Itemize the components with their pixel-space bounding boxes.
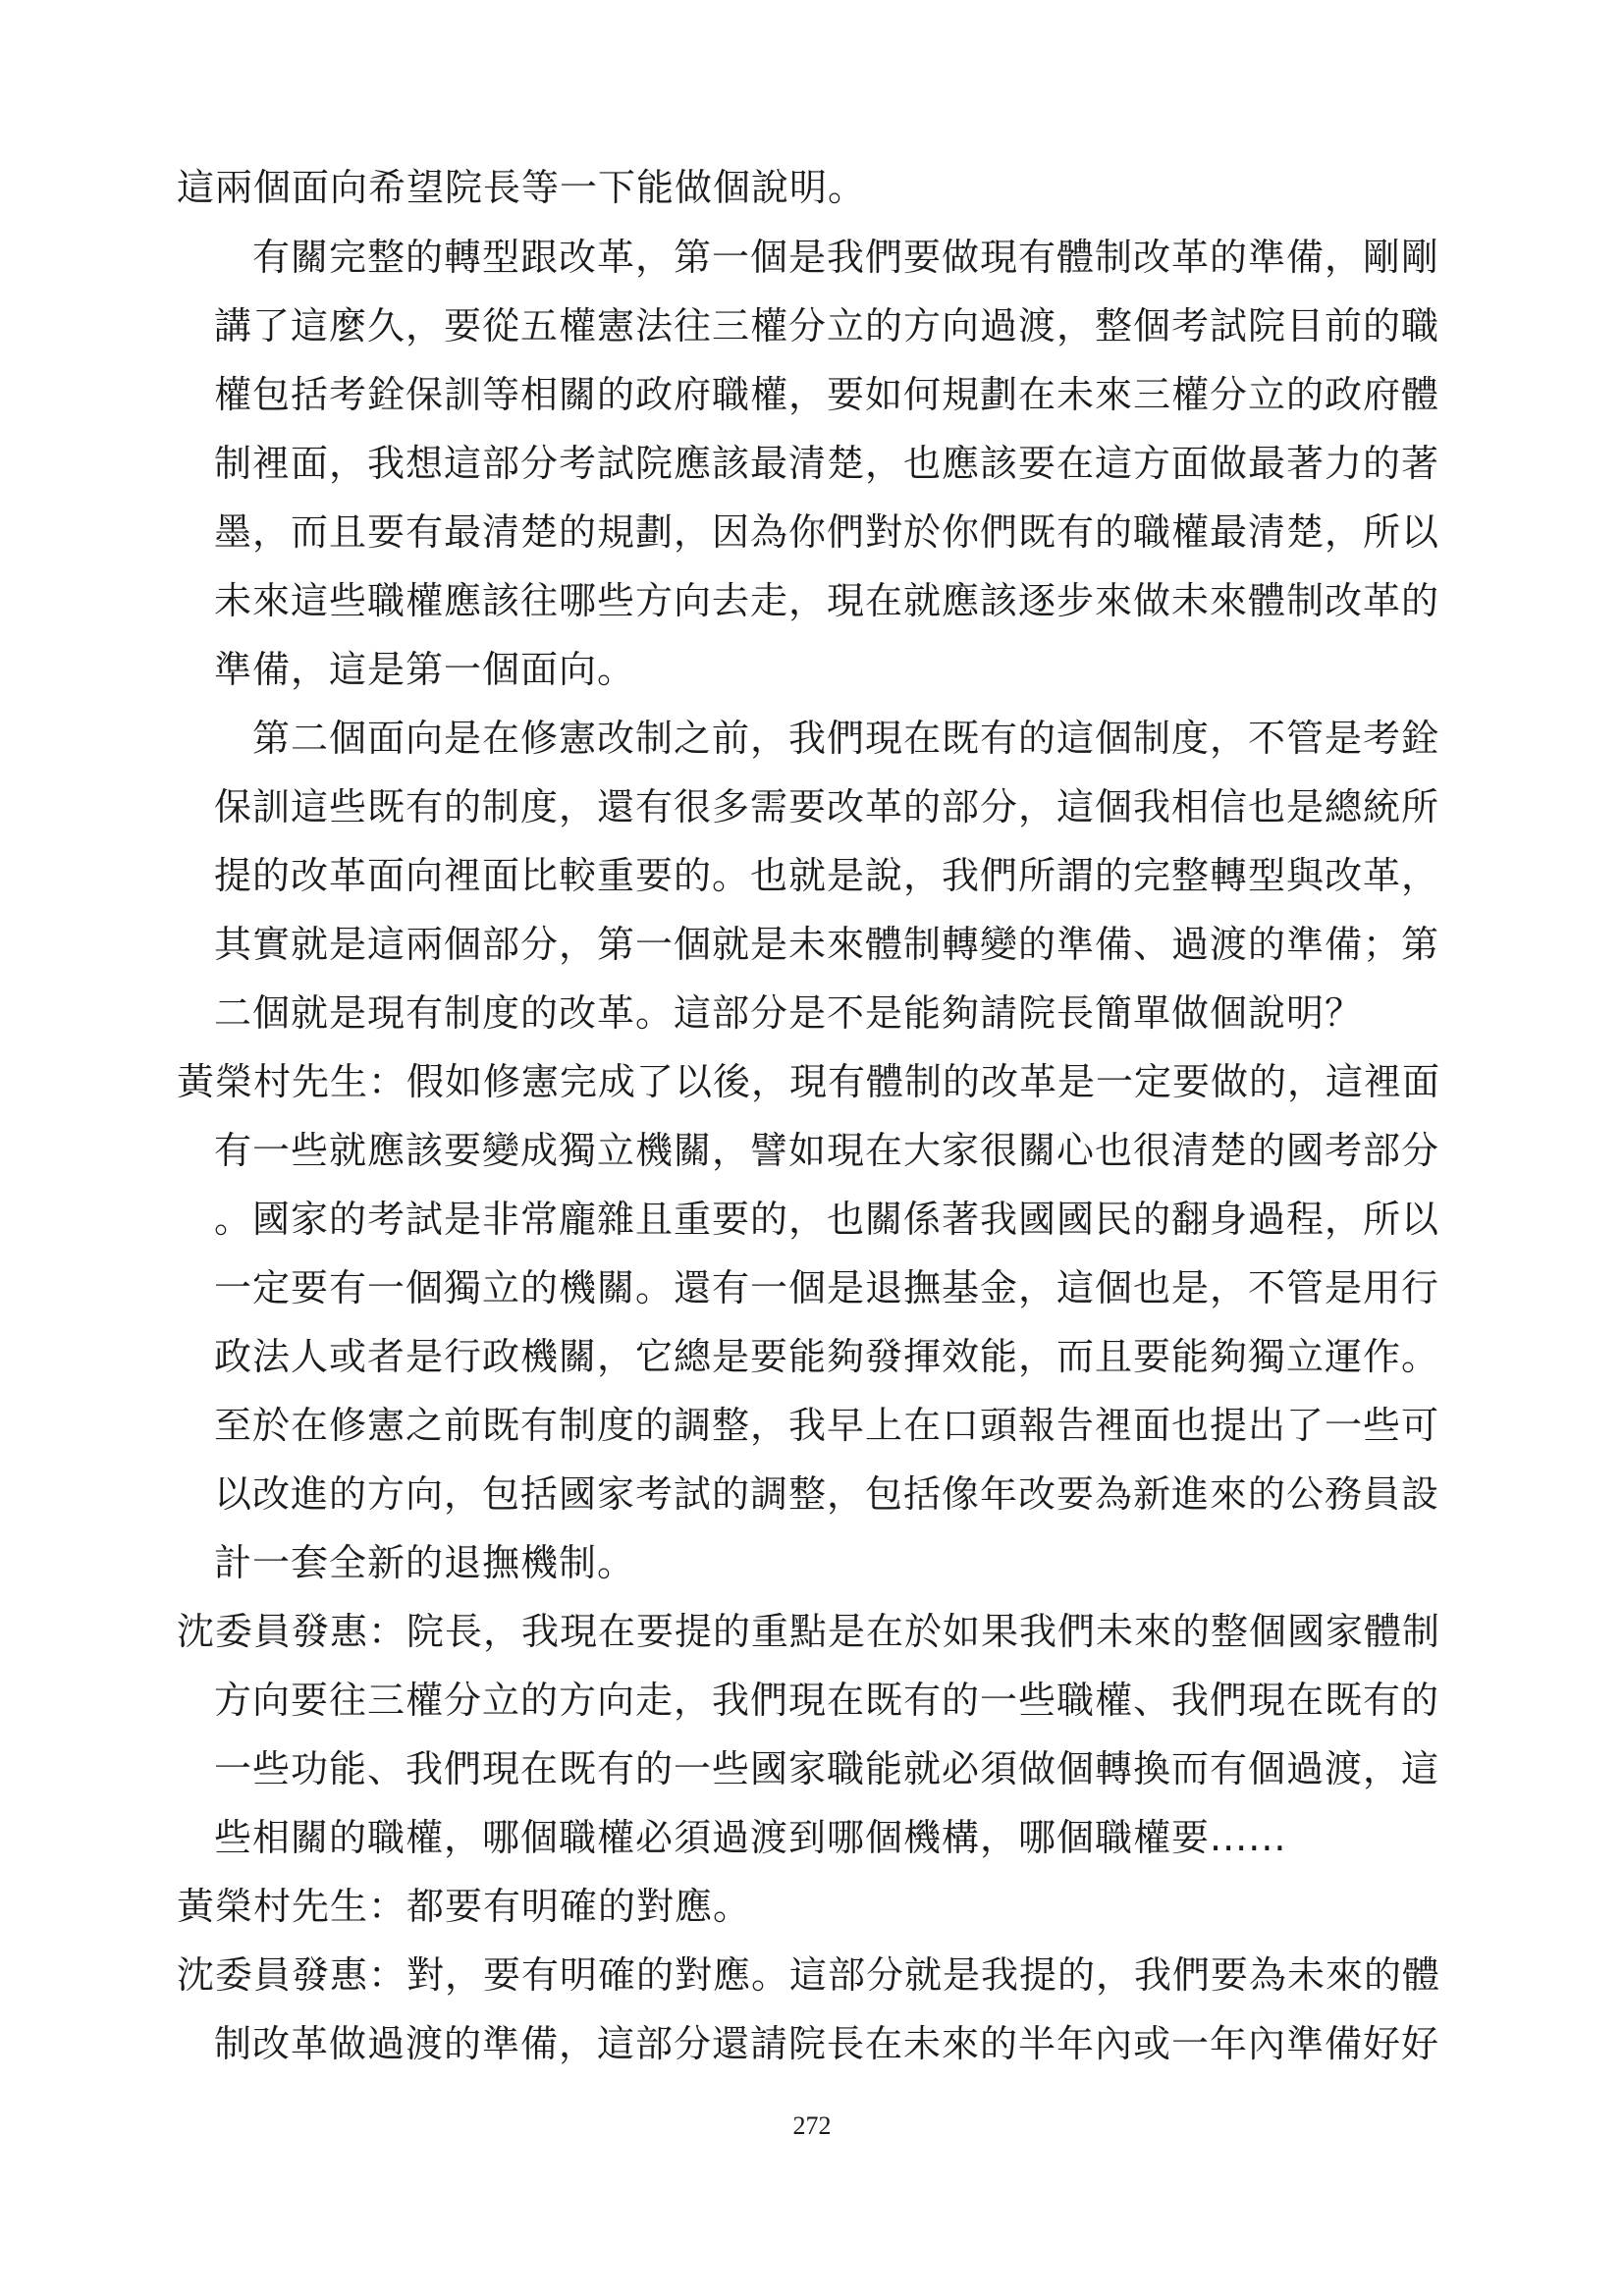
paragraph-line: 。國家的考試是非常龐雜且重要的，也關係著我國國民的翻身過程，所以: [214, 1198, 1440, 1241]
paragraph-line: 制裡面，我想這部分考試院應該最清楚，也應該要在這方面做最著力的著: [214, 442, 1440, 485]
paragraph-line: 講了這麼久，要從五權憲法往三權分立的方向過渡，整個考試院目前的職: [214, 304, 1440, 347]
paragraph-line: 制改革做過渡的準備，這部分還請院長在未來的半年內或一年內準備好好: [214, 2022, 1440, 2065]
page-number: 272: [792, 2111, 832, 2140]
paragraph-line: 這兩個面向希望院長等一下能做個說明。: [177, 166, 867, 209]
paragraph-line: 有一些就應該要變成獨立機關，譬如現在大家很關心也很清楚的國考部分: [214, 1129, 1440, 1172]
paragraph-line: 未來這些職權應該往哪些方向去走，現在就應該逐步來做未來體制改革的: [214, 579, 1440, 622]
paragraph-line: 些相關的職權，哪個職權必須過渡到哪個機構，哪個職權要......: [214, 1816, 1287, 1859]
paragraph-line: 方向要往三權分立的方向走，我們現在既有的一些職權、我們現在既有的: [214, 1679, 1440, 1722]
paragraph-line: 至於在修憲之前既有制度的調整，我早上在口頭報告裡面也提出了一些可: [214, 1404, 1440, 1447]
paragraph-line: 其實就是這兩個部分，第一個就是未來體制轉變的準備、過渡的準備；第: [214, 923, 1440, 966]
paragraph-line: 一些功能、我們現在既有的一些國家職能就必須做個轉換而有個過渡，這: [214, 1747, 1440, 1790]
paragraph-line: 提的改革面向裡面比較重要的。也就是說，我們所謂的完整轉型與改革，: [214, 854, 1440, 897]
paragraph-line: 有關完整的轉型跟改革，第一個是我們要做現有體制改革的準備，剛剛: [252, 236, 1440, 279]
paragraph-line: 第二個面向是在修憲改制之前，我們現在既有的這個制度，不管是考銓: [252, 717, 1440, 760]
speaker-line: 沈委員發惠：院長，我現在要提的重點是在於如果我們未來的整個國家體制: [177, 1610, 1441, 1653]
speaker-line: 沈委員發惠：對，要有明確的對應。這部分就是我提的，我們要為未來的體: [177, 1953, 1441, 1997]
paragraph-line: 權包括考銓保訓等相關的政府職權，要如何規劃在未來三權分立的政府體: [214, 373, 1440, 416]
paragraph-line: 墨，而且要有最清楚的規劃，因為你們對於你們既有的職權最清楚，所以: [214, 510, 1440, 554]
paragraph-line: 準備，這是第一個面向。: [214, 648, 636, 691]
paragraph-line: 一定要有一個獨立的機關。還有一個是退撫基金，這個也是，不管是用行: [214, 1266, 1440, 1309]
paragraph-line: 保訓這些既有的制度，還有很多需要改革的部分，這個我相信也是總統所: [214, 785, 1440, 828]
speaker-line: 黃榮村先生：假如修憲完成了以後，現有體制的改革是一定要做的，這裡面: [177, 1060, 1441, 1103]
speaker-line: 黃榮村先生：都要有明確的對應。: [177, 1885, 752, 1928]
paragraph-line: 政法人或者是行政機關，它總是要能夠發揮效能，而且要能夠獨立運作。: [214, 1335, 1440, 1378]
paragraph-line: 二個就是現有制度的改革。這部分是不是能夠請院長簡單做個說明？: [214, 991, 1364, 1035]
paragraph-line: 計一套全新的退撫機制。: [214, 1541, 636, 1584]
paragraph-line: 以改進的方向，包括國家考試的調整，包括像年改要為新進來的公務員設: [214, 1472, 1440, 1516]
